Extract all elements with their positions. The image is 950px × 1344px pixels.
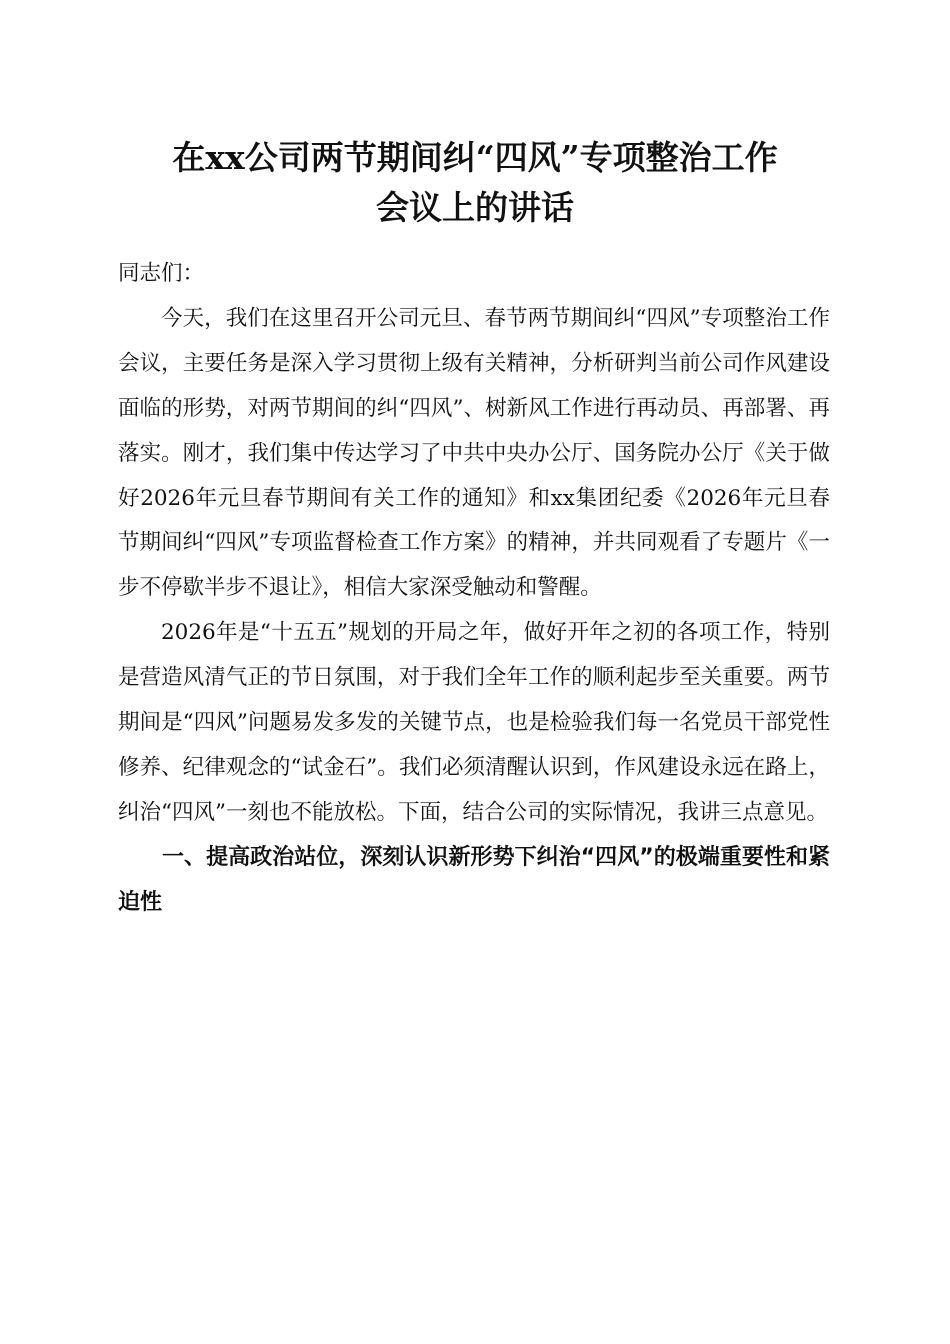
document-body <box>118 252 830 926</box>
paragraph-1: 今天，我们在这里召开公司元旦、春节两节期间纠“四风”专项整治工作会议，主要任务是深入学习贯彻上级有关精神，分析研判当前公司作风建设面临的形势，对两节期间的纠“四风”、树新风工作进行再动员、再部署、再落实。刚才，我们集中传达学习了中共中央办公厅、国务院办公厅《关于做好2026年元旦春节期间有关工作的通知》和xx集团纪委《2026年元旦春节期间纠“四风”专项监督检查工作方案》的精神，并共同观看了专题片《一步不停歇半步不退让》，相信大家深受触动和警醒。 <box>118 305 830 601</box>
salutation: 同志们： <box>118 261 205 286</box>
document-title <box>100 133 850 233</box>
paragraph-2: 2026年是“十五五”规划的开局之年，做好开年之初的各项工作，特别是营造风清气正的节日氛围，对于我们全年工作的顺利起步至关重要。两节期间是“四风”问题易发多发的关键节点，也是检验我们每一名党员干部党性修养、纪律观念的“试金石”。我们必须清醒认识到，作风建设永远在路上，纠治“四风”一刻也不能放松。下面，结合公司的实际情况，我讲三点意见。 <box>118 620 830 825</box>
section-heading-1: 一、提高政治站位，深刻认识新形势下纠治“四风”的极端重要性和紧迫性 <box>118 844 830 915</box>
title-line-1: 在xx公司两节期间纠“四风”专项整治工作 <box>172 138 778 177</box>
title-line-2: 会议上的讲话 <box>376 188 574 227</box>
